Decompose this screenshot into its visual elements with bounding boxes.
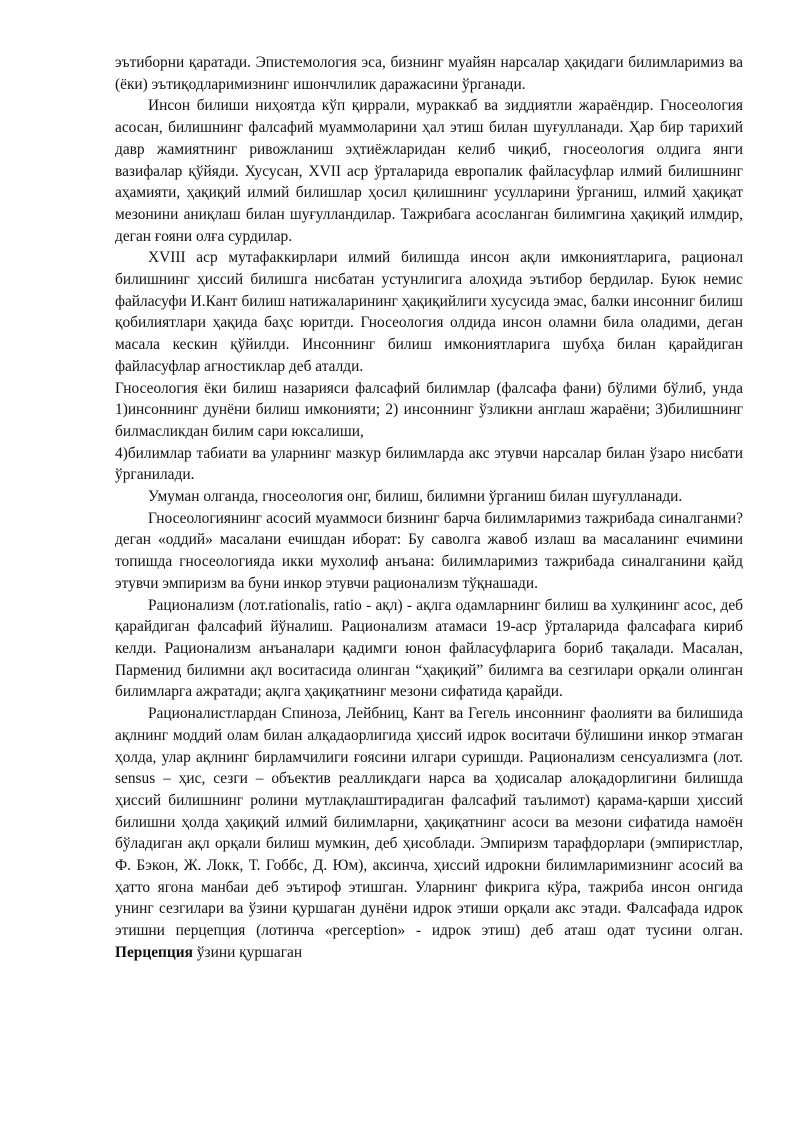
paragraph-9-text: Рационалистлардан Спиноза, Лейбниц, Кант ва Гегель инсоннинг фаолияти ва билишида ақлнинг моддий олам билан алқадаорлигида ҳиссий идрок воситачи бўлишини инкор этмаган ҳолда, улар ақлнинг бирламчилиги ғоясини илгари суришди. Рационализм сенсуализмга (лот. sensus – ҳис, сезги – объектив реалликдаги нарса ва ҳодисалар алоқадорлигини билишда ҳиссий билишнинг ролини мутлақлаштирадиган фалсафий таълимот) қарама-қарши ҳиссий билишни ҳолда ҳақиқий илмий билимларни, ҳақиқатнинг асоси ва мезони сифатида намоён бўладиган ақл орқали билиш мумкин, деб ҳисоблади. Эмпиризм тарафдорлари (эмпиристлар, Ф. Бэкон, Ж. Локк, Т. Гоббс, Д. Юм), аксинча, ҳиссий идрокни билимларимизнинг асосий ва ҳатто ягона манбаи деб эътироф этишган. Уларнинг фикрига кўра, тажриба инсон онгида унинг сезгилари ва ўзини қуршаган дунёни идрок этиши орқали акс этади. Фалсафада идрок этишни перцепция (лотинча «perception» - идрок этиш) деб аташ одат тусини олган. (115, 705, 743, 940)
paragraph-9 (115, 703, 743, 963)
paragraph-4: Гносеология ёки билиш назарияси фалсафий билимлар (фалсафа фани) бўлими бўлиб, унда 1)инсоннинг дунёни билиш имконияти; 2) инсоннинг ўзликни англаш жараёни; 3)билишнинг билмасликдан билим сари юксалиши, (115, 379, 743, 440)
paragraph-6: Умуман олганда, гносеология онг, билиш, билимни ўрганиш билан шуғулланади. (148, 488, 683, 506)
paragraph-1: эътиборни қаратади. Эпистемология эса, бизнинг муайян нарсалар ҳақидаги билимларимиз ва (ёки) эътиқодларимизнинг ишончлилик даражасини ўрганади. (115, 54, 743, 93)
paragraph-5: 4)билимлар табиати ва уларнинг мазкур билимларда акс этувчи нарсалар билан ўзаро нисбати ўрганилади. (115, 444, 743, 484)
paragraph-7: Гносеологиянинг асосий муаммоси бизнинг барча билимларимиз тажрибада синалганми? деган «оддий» масалани ечишдан иборат: Бу саволга жавоб излаш ва масаланинг ечимини топишда гносеологияда икки мухолиф анъана: билимларимиз тажрибада синалганини қайд этувчи эмпиризм ва буни инкор этувчи рационализм тўқнашади. (115, 509, 743, 592)
paragraph-9-tail: ўзини қуршаган (193, 943, 303, 961)
bold-term: Перцепция (115, 943, 193, 961)
paragraph-8: Рационализм (лот.rationalis, ratio - ақл) - ақлга одамларнинг билиш ва хулқининг асос, деб қарайдиган фалсафий йўналиш. Рационализм атамаси 19-аср ўрталарида фалсафага кириб келди. Рационализм анъаналари қадимги юнон файласуфларига бориб тақалади. Масалан, Парменид билимни ақл воситасида олинган “ҳақиқий” билимга ва сезгилари орқали олинган билимларга ажратади; ақлга ҳақиқатнинг мезони сифатида қарайди. (115, 596, 743, 701)
paragraph-3: XVIII аср мутафаккирлари илмий билишда инсон ақли имкониятларига, рационал билишнинг ҳиссий билишга нисбатан устунлигига алоҳида эътибор бердилар. Буюк немис файласуфи И.Кант билиш натижаларининг ҳақиқийлиги хусусида эмас, балки инсонниг билиш қобилиятлари ҳақида баҳс юритди. Гносеология олдида инсон оламни била оладими, деган масала кескин қўйилди. Инсоннинг билиш имкониятларига шубҳа билан қарайдиган файласуфлар агностиклар деб аталди. (115, 249, 743, 375)
paragraph-2: Инсон билиши ниҳоятда кўп қиррали, мураккаб ва зиддиятли жараёндир. Гносеология асосан, билишнинг фалсафий муаммоларини ҳал этиш билан шуғулланади. Ҳар бир тарихий давр жамиятнинг ривожланиш эҳтиёжларидан келиб чиқиб, гносеология олдига янги вазифалар қўйяди. Хусусан, XVII аср ўрталарида европалик файласуфлар илмий билишнинг аҳамияти, ҳақиқий илмий билишлар ҳосил қилишнинг усулларини ўрганиш, илмий ҳақиқат мезонини аниқлаш билан шуғулландилар. Тажрибага асосланган билимгина ҳақиқий илмдир, деган ғояни олға сурдилар. (115, 97, 743, 245)
document-page (115, 52, 743, 964)
